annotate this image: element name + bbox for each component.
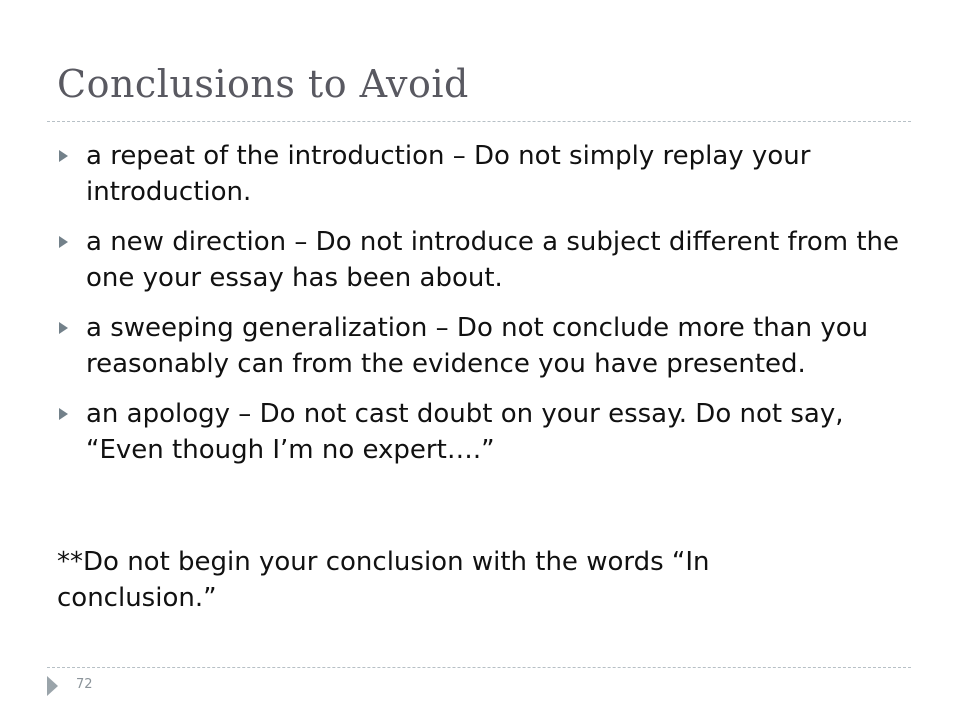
- bullet-text: a sweeping generalization – Do not conclude more than you reasonably can from the evidence you have presented.: [86, 313, 869, 379]
- triangle-right-icon: [59, 150, 68, 162]
- closing-note: **Do not begin your conclusion with the words “In conclusion.”: [57, 547, 710, 613]
- bullet-item-sweeping-generalization: [57, 310, 907, 382]
- bullet-text: a repeat of the introduction – Do not simply replay your introduction.: [86, 141, 811, 207]
- triangle-right-icon: [47, 676, 58, 696]
- triangle-right-icon: [59, 322, 68, 334]
- triangle-right-icon: [59, 408, 68, 420]
- bullet-list: [57, 138, 907, 482]
- bullet-text: an apology – Do not cast doubt on your essay. Do not say, “Even though I’m no expert….”: [86, 399, 844, 465]
- triangle-right-icon: [59, 236, 68, 248]
- bullet-item-new-direction: [57, 224, 907, 296]
- footer-divider: [47, 667, 911, 668]
- slide-title: Conclusions to Avoid: [57, 62, 469, 106]
- bullet-item-apology: [57, 396, 907, 468]
- title-divider: [47, 121, 911, 122]
- page-number: 72: [76, 677, 93, 692]
- bullet-text: a new direction – Do not introduce a subject different from the one your essay has been about.: [86, 227, 899, 293]
- bullet-item-repeat: [57, 138, 907, 210]
